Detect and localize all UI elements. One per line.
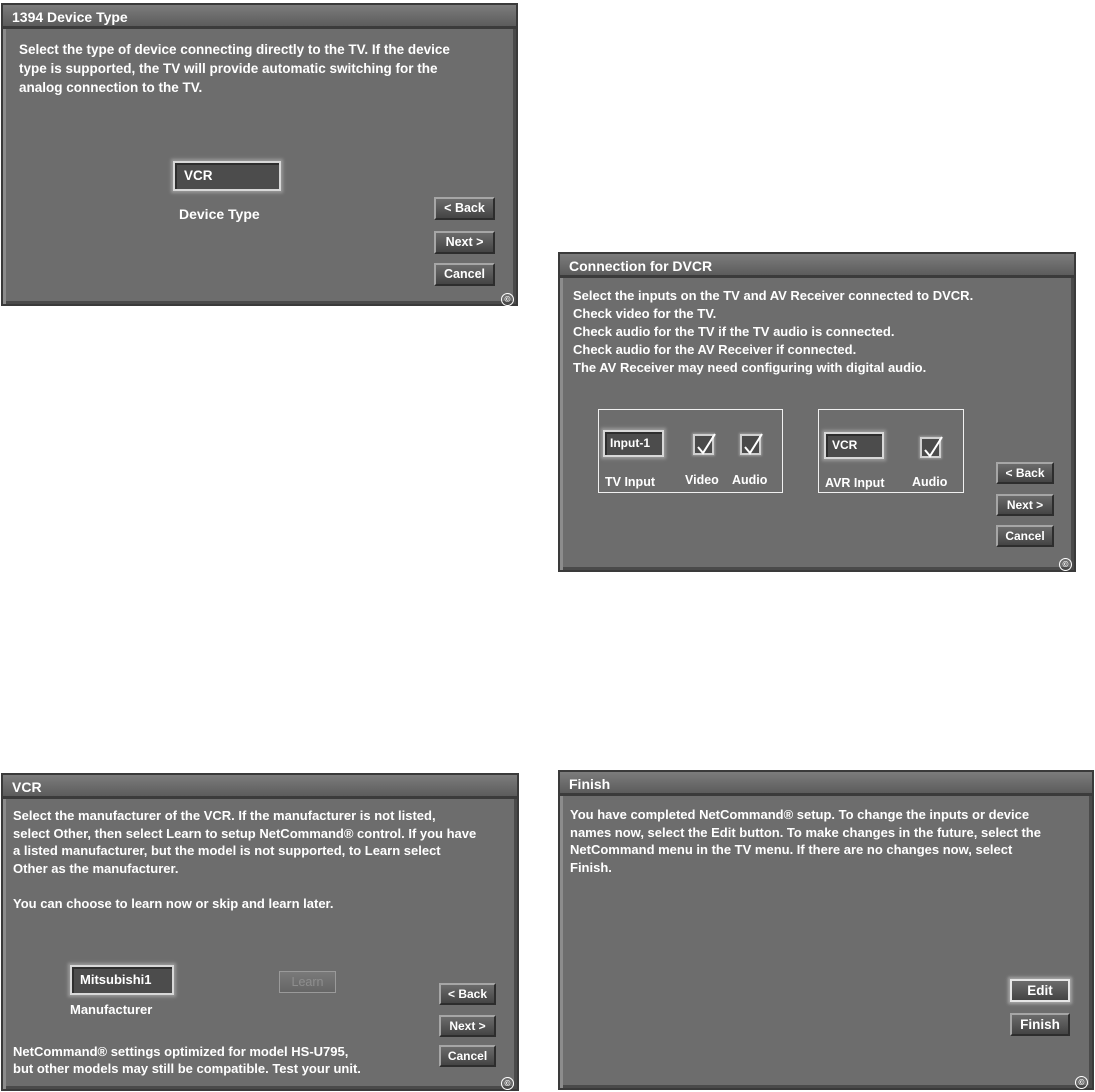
avr-input-label: AVR Input: [825, 476, 885, 490]
tv-input-field[interactable]: Input-1: [603, 430, 664, 457]
cancel-button[interactable]: Cancel: [439, 1045, 496, 1067]
back-button[interactable]: < Back: [439, 983, 496, 1005]
copyright-icon: ©: [501, 293, 514, 306]
dialog-title: VCR: [3, 775, 517, 799]
tv-audio-checkbox[interactable]: [740, 434, 761, 455]
dialog-title: Finish: [560, 772, 1092, 796]
cancel-button[interactable]: Cancel: [434, 263, 495, 286]
checkmark-icon: [745, 434, 762, 453]
video-label: Video: [685, 473, 719, 487]
back-button[interactable]: < Back: [996, 462, 1054, 484]
next-button[interactable]: Next >: [439, 1015, 496, 1037]
checkmark-icon: [698, 434, 715, 453]
dialog-description: Select the type of device connecting directly to the TV. If the device type is supported, the TV will provide automatic switching for the analog connection to the TV.: [19, 42, 450, 95]
cancel-button[interactable]: Cancel: [996, 525, 1054, 547]
compatibility-note: NetCommand® settings optimized for model HS-U795, but other models may still be compatible. Test your unit.: [13, 1044, 361, 1076]
next-button[interactable]: Next >: [996, 494, 1054, 516]
device-type-label: Device Type: [179, 206, 260, 222]
dialog-description: Select the inputs on the TV and AV Receiver connected to DVCR. Check video for the TV. Check audio for the TV if the TV audio is connected. Check audio for the AV Receiver if connected. The AV Receiver may need configuring with digital audio.: [573, 288, 974, 375]
manufacturer-field[interactable]: Mitsubishi1: [70, 965, 174, 995]
back-button[interactable]: < Back: [434, 197, 495, 220]
avr-audio-checkbox[interactable]: [920, 437, 941, 458]
manufacturer-label: Manufacturer: [70, 1002, 153, 1017]
avr-input-field[interactable]: VCR: [824, 432, 884, 459]
dialog-title: 1394 Device Type: [3, 5, 516, 29]
copyright-icon: ©: [501, 1077, 514, 1090]
copyright-icon: ©: [1059, 558, 1072, 571]
dialog-description: You have completed NetCommand® setup. To change the inputs or device names now, select the Edit button. To make changes in the future, select the NetCommand menu in the TV menu. If there are no changes now, select Finish.: [570, 807, 1041, 875]
learn-button[interactable]: Learn: [279, 971, 336, 993]
finish-button[interactable]: Finish: [1010, 1013, 1070, 1036]
video-checkbox[interactable]: [693, 434, 714, 455]
checkmark-icon: [925, 437, 942, 456]
tv-input-label: TV Input: [605, 475, 655, 489]
connection-dialog: [558, 252, 1076, 572]
avr-audio-label: Audio: [912, 475, 948, 489]
device-type-dialog: [1, 3, 518, 306]
finish-dialog: [558, 770, 1094, 1090]
tv-audio-label: Audio: [732, 473, 768, 487]
vcr-dialog: [1, 773, 519, 1091]
next-button[interactable]: Next >: [434, 231, 495, 254]
device-type-field[interactable]: VCR: [173, 161, 281, 191]
copyright-icon: ©: [1075, 1076, 1088, 1089]
edit-button[interactable]: Edit: [1010, 979, 1070, 1002]
dialog-title: Connection for DVCR: [560, 254, 1074, 278]
dialog-description: Select the manufacturer of the VCR. If the manufacturer is not listed, select Other, then select Learn to setup NetCommand® control. If you have a listed manufacturer, but the model is not supported, to Learn select Other as the manufacturer. You can choose to learn now or skip and learn later.: [13, 808, 477, 911]
